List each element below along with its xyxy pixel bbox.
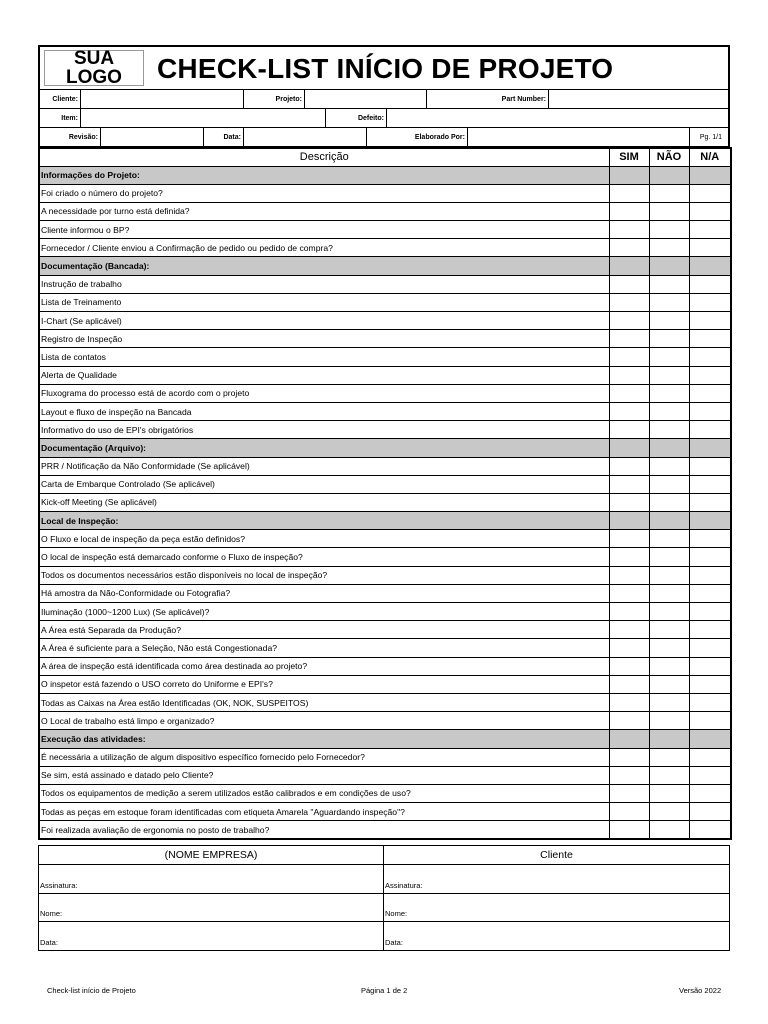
na-header: N/A — [689, 148, 731, 166]
na-cell — [689, 257, 731, 275]
sim-cell[interactable] — [609, 221, 649, 239]
sim-cell[interactable] — [609, 693, 649, 711]
na-cell[interactable] — [689, 184, 731, 202]
na-cell[interactable] — [689, 693, 731, 711]
info-row-3 — [38, 128, 730, 147]
item-description: Informativo do uso de EPI's obrigatórios — [39, 421, 609, 439]
item-description: Foi criado o número do projeto? — [39, 184, 609, 202]
sim-cell[interactable] — [609, 202, 649, 220]
checklist-row — [39, 693, 731, 711]
checklist-row — [39, 566, 731, 584]
na-cell[interactable] — [689, 293, 731, 311]
checklist-row — [39, 548, 731, 566]
footer-page: Página 1 de 2 — [361, 986, 408, 995]
defeito-field[interactable] — [387, 109, 728, 127]
nao-cell[interactable] — [649, 584, 689, 602]
sim-cell[interactable] — [609, 584, 649, 602]
nao-cell[interactable] — [649, 712, 689, 730]
signature-label: Assinatura: — [385, 880, 423, 890]
name-label: Nome: — [40, 909, 63, 919]
sim-cell[interactable] — [609, 566, 649, 584]
sim-cell[interactable] — [609, 548, 649, 566]
nao-cell[interactable] — [649, 803, 689, 821]
item-description: Informações do Projeto: — [39, 166, 609, 184]
sim-cell[interactable] — [609, 639, 649, 657]
nao-cell[interactable] — [649, 766, 689, 784]
sim-cell[interactable] — [609, 402, 649, 420]
item-description: Fluxograma do processo está de acordo com o projeto — [39, 384, 609, 402]
client-header: Cliente — [384, 846, 729, 865]
section-header-row — [39, 439, 731, 457]
item-description: O Local de trabalho está limpo e organizado? — [39, 712, 609, 730]
sim-cell[interactable] — [609, 748, 649, 766]
sim-cell[interactable] — [609, 621, 649, 639]
checklist-row — [39, 457, 731, 475]
checklist-row — [39, 621, 731, 639]
na-cell[interactable] — [689, 639, 731, 657]
item-description: Foi realizada avaliação de ergonomia no posto de trabalho? — [39, 821, 609, 839]
nao-cell[interactable] — [649, 530, 689, 548]
checklist-table — [38, 147, 732, 840]
na-cell[interactable] — [689, 348, 731, 366]
na-cell[interactable] — [689, 675, 731, 693]
nao-header: NÃO — [649, 148, 689, 166]
item-field[interactable] — [81, 109, 326, 127]
client-name-field[interactable] — [384, 894, 729, 923]
company-date-field[interactable] — [39, 922, 383, 950]
na-cell[interactable] — [689, 712, 731, 730]
sim-cell[interactable] — [609, 348, 649, 366]
sim-cell — [609, 512, 649, 530]
nao-cell — [649, 257, 689, 275]
item-description: Há amostra da Não-Conformidade ou Fotografia? — [39, 584, 609, 602]
na-cell — [689, 512, 731, 530]
nao-cell[interactable] — [649, 548, 689, 566]
sim-cell — [609, 166, 649, 184]
date-label: Data: — [40, 938, 58, 948]
logo-line-2: LOGO — [66, 67, 122, 88]
nao-cell[interactable] — [649, 384, 689, 402]
defeito-label: Defeito: — [326, 109, 387, 127]
data-label: Data: — [204, 128, 244, 146]
na-cell[interactable] — [689, 475, 731, 493]
sim-cell — [609, 730, 649, 748]
nao-cell[interactable] — [649, 312, 689, 330]
item-description: Layout e fluxo de inspeção na Bancada — [39, 402, 609, 420]
sim-cell[interactable] — [609, 530, 649, 548]
nao-cell[interactable] — [649, 493, 689, 511]
item-description: PRR / Notificação da Não Conformidade (Se aplicável) — [39, 457, 609, 475]
na-cell[interactable] — [689, 493, 731, 511]
logo-line-1: SUA — [73, 48, 115, 69]
item-description: A necessidade por turno está definida? — [39, 202, 609, 220]
na-cell[interactable] — [689, 221, 731, 239]
nao-cell[interactable] — [649, 639, 689, 657]
date-label: Data: — [385, 938, 403, 948]
checklist-row — [39, 402, 731, 420]
checklist-row — [39, 657, 731, 675]
item-description: Iluminação (1000~1200 Lux) (Se aplicável)? — [39, 603, 609, 621]
item-description: O inspetor está fazendo o USO correto do Uniforme e EPI's? — [39, 675, 609, 693]
nao-cell[interactable] — [649, 202, 689, 220]
item-description: Documentação (Arquivo): — [39, 439, 609, 457]
cliente-label: Cliente: — [40, 90, 81, 108]
item-description: Local de Inspeção: — [39, 512, 609, 530]
item-description: Todos os equipamentos de medição a serem utilizados estão calibrados e em condições de uso? — [39, 784, 609, 802]
item-description: Cliente informou o BP? — [39, 221, 609, 239]
logo-placeholder — [44, 50, 144, 86]
company-name-field[interactable] — [39, 894, 383, 923]
item-description: Alerta de Qualidade — [39, 366, 609, 384]
item-description: A Área está Separada da Produção? — [39, 621, 609, 639]
nao-cell — [649, 439, 689, 457]
na-cell[interactable] — [689, 821, 731, 839]
na-cell[interactable] — [689, 621, 731, 639]
item-description: Lista de Treinamento — [39, 293, 609, 311]
na-cell[interactable] — [689, 239, 731, 257]
checklist-row — [39, 748, 731, 766]
nao-cell — [649, 730, 689, 748]
sim-cell[interactable] — [609, 275, 649, 293]
item-description: O local de inspeção está demarcado conforme o Fluxo de inspeção? — [39, 548, 609, 566]
section-header-row — [39, 512, 731, 530]
nao-cell[interactable] — [649, 475, 689, 493]
nao-cell[interactable] — [649, 239, 689, 257]
nao-cell[interactable] — [649, 348, 689, 366]
checklist-row — [39, 639, 731, 657]
signature-client — [384, 846, 729, 950]
sim-cell[interactable] — [609, 384, 649, 402]
na-cell[interactable] — [689, 748, 731, 766]
projeto-field[interactable] — [305, 90, 427, 108]
nao-cell[interactable] — [649, 330, 689, 348]
checklist-sheet — [38, 45, 730, 840]
checklist-row — [39, 493, 731, 511]
sim-cell[interactable] — [609, 803, 649, 821]
item-description: Se sim, está assinado e datado pelo Cliente? — [39, 766, 609, 784]
checklist-row — [39, 821, 731, 839]
na-cell[interactable] — [689, 603, 731, 621]
na-cell[interactable] — [689, 584, 731, 602]
sim-cell[interactable] — [609, 475, 649, 493]
checklist-row — [39, 675, 731, 693]
sim-cell[interactable] — [609, 312, 649, 330]
checklist-row — [39, 384, 731, 402]
item-description: Fornecedor / Cliente enviou a Confirmação de pedido ou pedido de compra? — [39, 239, 609, 257]
cliente-field[interactable] — [81, 90, 244, 108]
elaborado-label: Elaborado Por: — [367, 128, 468, 146]
sim-cell[interactable] — [609, 330, 649, 348]
descricao-header: Descrição — [39, 148, 609, 166]
sim-cell — [609, 257, 649, 275]
na-cell[interactable] — [689, 275, 731, 293]
sim-cell[interactable] — [609, 784, 649, 802]
na-cell[interactable] — [689, 784, 731, 802]
na-cell[interactable] — [689, 366, 731, 384]
na-cell[interactable] — [689, 803, 731, 821]
table-header-row — [39, 148, 731, 166]
nao-cell[interactable] — [649, 275, 689, 293]
footer-version: Versão 2022 — [679, 986, 722, 995]
info-row-1 — [38, 90, 730, 109]
footer-document-name: Check-list início de Projeto — [47, 986, 136, 995]
sim-header: SIM — [609, 148, 649, 166]
checklist-row — [39, 312, 731, 330]
checklist-row — [39, 202, 731, 220]
checklist-row — [39, 584, 731, 602]
sim-cell[interactable] — [609, 239, 649, 257]
nao-cell[interactable] — [649, 748, 689, 766]
item-description: Todas as peças em estoque foram identificadas com etiqueta Amarela "Aguardando inspeção"? — [39, 803, 609, 821]
item-description: É necessária a utilização de algum dispositivo específico fornecido pelo Fornecedor? — [39, 748, 609, 766]
nao-cell[interactable] — [649, 657, 689, 675]
page-title: CHECK-LIST INÍCIO DE PROJETO — [157, 52, 614, 84]
nao-cell[interactable] — [649, 293, 689, 311]
signature-block — [38, 845, 730, 951]
sim-cell[interactable] — [609, 184, 649, 202]
checklist-row — [39, 784, 731, 802]
sim-cell[interactable] — [609, 366, 649, 384]
sim-cell[interactable] — [609, 675, 649, 693]
nao-cell[interactable] — [649, 402, 689, 420]
nao-cell[interactable] — [649, 221, 689, 239]
revisao-field[interactable] — [101, 128, 204, 146]
page-number: Pg. 1/1 — [699, 133, 722, 141]
checklist-row — [39, 421, 731, 439]
item-description: Registro de Inspeção — [39, 330, 609, 348]
nao-cell[interactable] — [649, 693, 689, 711]
nao-cell[interactable] — [649, 603, 689, 621]
checklist-row — [39, 221, 731, 239]
na-cell[interactable] — [689, 566, 731, 584]
checklist-row — [39, 603, 731, 621]
sim-cell[interactable] — [609, 821, 649, 839]
nao-cell[interactable] — [649, 621, 689, 639]
client-signature-field[interactable] — [384, 865, 729, 894]
na-cell[interactable] — [689, 457, 731, 475]
item-description: Todos os documentos necessários estão disponíveis no local de inspeção? — [39, 566, 609, 584]
nao-cell[interactable] — [649, 784, 689, 802]
checklist-row — [39, 184, 731, 202]
na-cell — [689, 730, 731, 748]
elaborado-field[interactable] — [468, 128, 690, 146]
na-cell[interactable] — [689, 530, 731, 548]
nao-cell[interactable] — [649, 366, 689, 384]
item-description: I-Chart (Se aplicável) — [39, 312, 609, 330]
checklist-row — [39, 766, 731, 784]
checklist-row — [39, 366, 731, 384]
item-description: O Fluxo e local de inspeção da peça estão definidos? — [39, 530, 609, 548]
nao-cell[interactable] — [649, 421, 689, 439]
part-number-field[interactable] — [549, 90, 728, 108]
header — [38, 45, 730, 90]
checklist-row — [39, 803, 731, 821]
sim-cell[interactable] — [609, 603, 649, 621]
nao-cell[interactable] — [649, 457, 689, 475]
na-cell[interactable] — [689, 402, 731, 420]
name-label: Nome: — [385, 909, 408, 919]
na-cell[interactable] — [689, 766, 731, 784]
na-cell[interactable] — [689, 657, 731, 675]
item-description: A área de inspeção está identificada como área destinada ao projeto? — [39, 657, 609, 675]
checklist-row — [39, 712, 731, 730]
checklist-row — [39, 239, 731, 257]
item-description: Carta de Embarque Controlado (Se aplicável) — [39, 475, 609, 493]
nao-cell[interactable] — [649, 566, 689, 584]
checklist-row — [39, 293, 731, 311]
projeto-label: Projeto: — [244, 90, 305, 108]
data-field[interactable] — [244, 128, 367, 146]
item-description: Execução das atividades: — [39, 730, 609, 748]
item-description: A Área é suficiente para a Seleção, Não está Congestionada? — [39, 639, 609, 657]
na-cell — [689, 166, 731, 184]
signature-company — [39, 846, 384, 950]
revisao-label: Revisão: — [40, 128, 101, 146]
company-name-header: (NOME EMPRESA) — [39, 846, 383, 865]
na-cell[interactable] — [689, 421, 731, 439]
section-header-row — [39, 730, 731, 748]
sim-cell[interactable] — [609, 766, 649, 784]
sim-cell[interactable] — [609, 457, 649, 475]
section-header-row — [39, 257, 731, 275]
section-header-row — [39, 166, 731, 184]
item-description: Documentação (Bancada): — [39, 257, 609, 275]
item-description: Instrução de trabalho — [39, 275, 609, 293]
checklist-row — [39, 475, 731, 493]
item-description: Kick-off Meeting (Se aplicável) — [39, 493, 609, 511]
sim-cell[interactable] — [609, 657, 649, 675]
na-cell[interactable] — [689, 202, 731, 220]
na-cell[interactable] — [689, 548, 731, 566]
info-row-2 — [38, 109, 730, 128]
na-cell — [689, 439, 731, 457]
checklist-row — [39, 530, 731, 548]
client-date-field[interactable] — [384, 922, 729, 950]
signature-label: Assinatura: — [40, 880, 78, 890]
sim-cell[interactable] — [609, 493, 649, 511]
nao-cell[interactable] — [649, 821, 689, 839]
item-label: Item: — [40, 109, 81, 127]
sim-cell[interactable] — [609, 293, 649, 311]
item-description: Lista de contatos — [39, 348, 609, 366]
sim-cell[interactable] — [609, 421, 649, 439]
na-cell[interactable] — [689, 384, 731, 402]
sim-cell[interactable] — [609, 712, 649, 730]
company-signature-field[interactable] — [39, 865, 383, 894]
sim-cell — [609, 439, 649, 457]
na-cell[interactable] — [689, 330, 731, 348]
item-description: Todas as Caixas na Área estão Identificadas (OK, NOK, SUSPEITOS) — [39, 693, 609, 711]
nao-cell — [649, 166, 689, 184]
part-number-label: Part Number: — [427, 90, 549, 108]
nao-cell[interactable] — [649, 184, 689, 202]
checklist-row — [39, 348, 731, 366]
nao-cell — [649, 512, 689, 530]
nao-cell[interactable] — [649, 675, 689, 693]
na-cell[interactable] — [689, 312, 731, 330]
checklist-row — [39, 275, 731, 293]
checklist-row — [39, 330, 731, 348]
